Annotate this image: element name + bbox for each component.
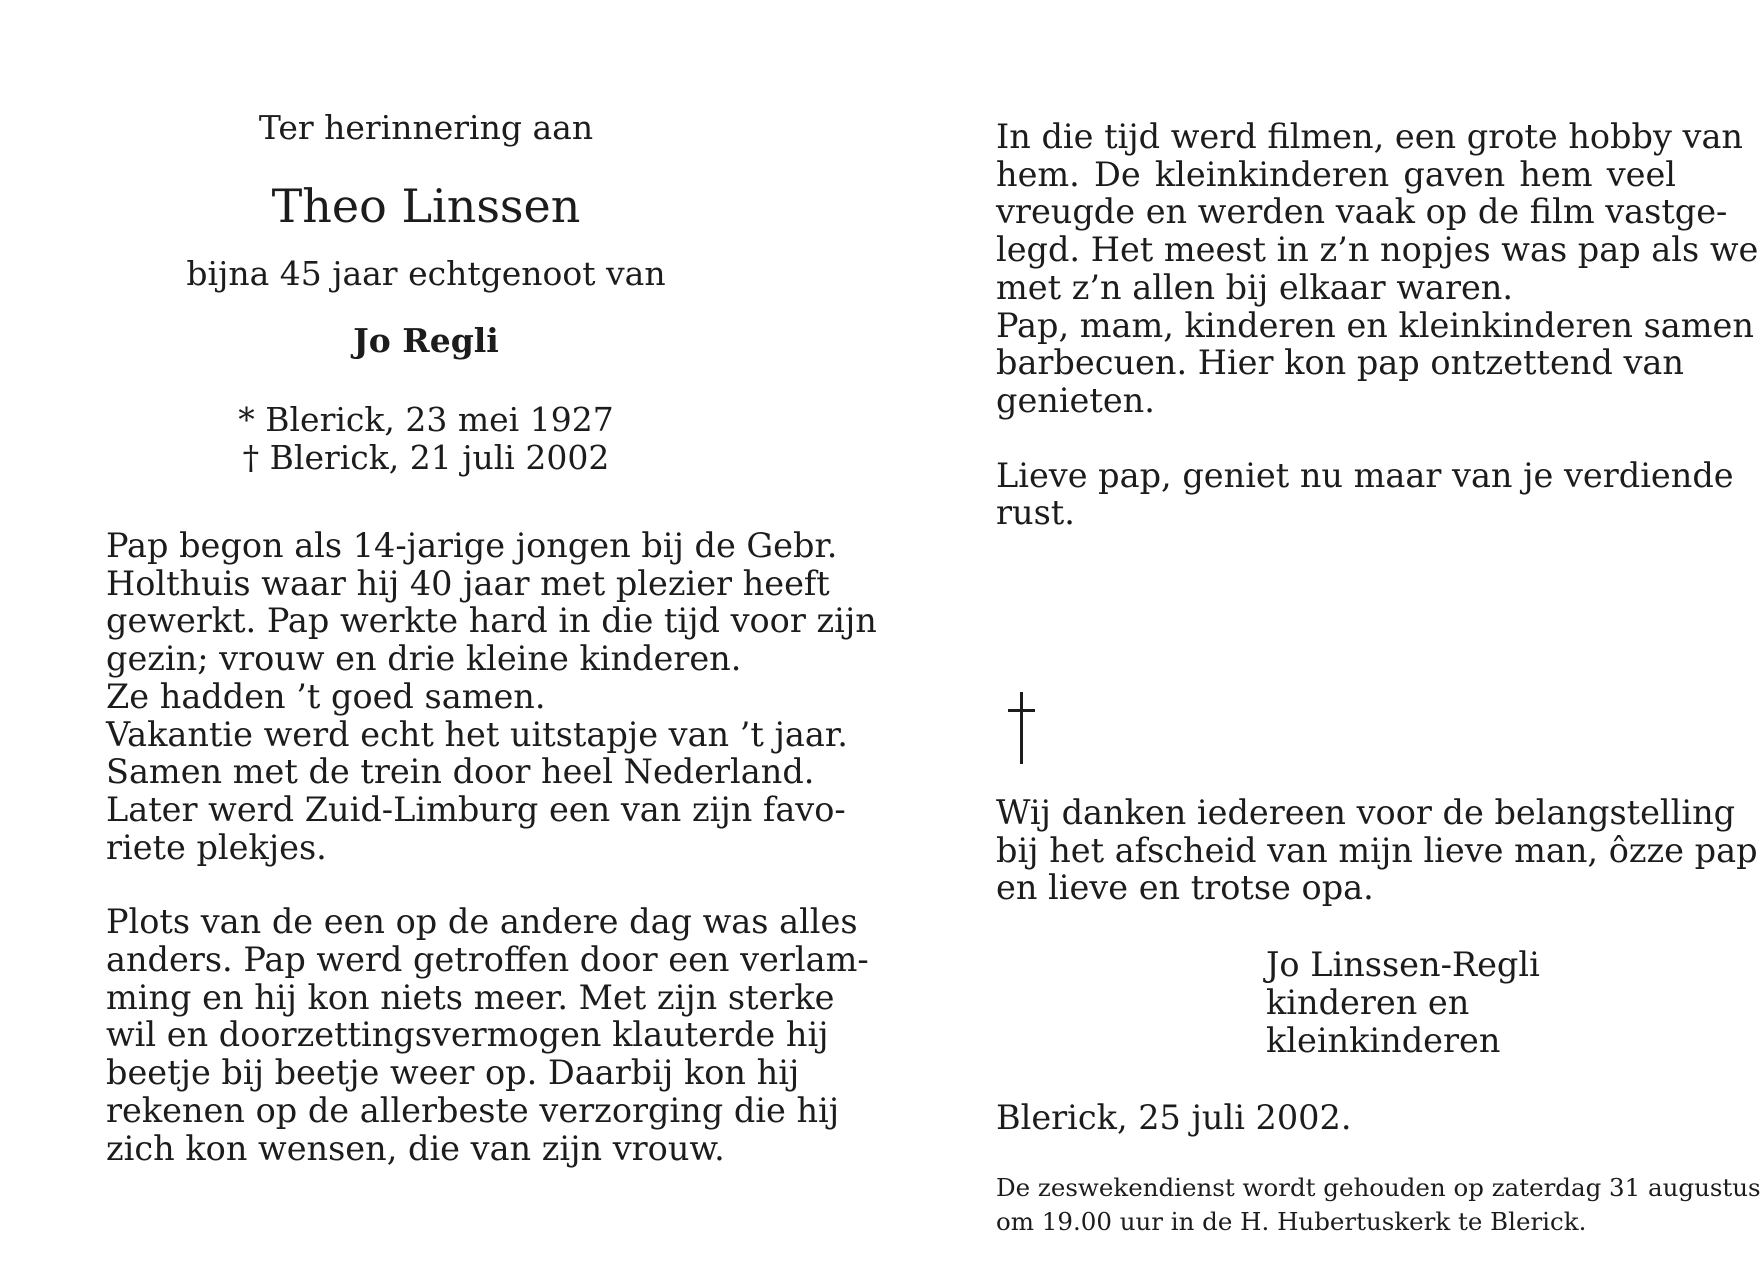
memorial-service-note bbox=[996, 1171, 1761, 1239]
place-and-date: Blerick, 25 juli 2002. bbox=[996, 1098, 1352, 1138]
text-line: Lieve pap, geniet nu maar van je verdiende bbox=[996, 455, 1734, 495]
biography-paragraph-1 bbox=[106, 526, 877, 867]
text-line: rust. bbox=[996, 493, 1075, 533]
text-line: vreugde en werden vaak op de film vastge- bbox=[996, 192, 1728, 232]
farewell-paragraph bbox=[996, 455, 1734, 533]
thanks-paragraph bbox=[996, 793, 1758, 908]
spouse-intro: bijna 45 jaar echtgenoot van bbox=[186, 254, 666, 293]
text-line: Holthuis waar hij 40 jaar met plezier heeft bbox=[106, 563, 830, 603]
text-line: rekenen op de allerbeste verzorging die hij bbox=[106, 1090, 840, 1130]
text-line: gezin; vrouw en drie kleine kinderen. bbox=[106, 639, 742, 679]
text-line: Wij danken iedereen voor de belangstelling bbox=[996, 793, 1736, 833]
service-line: om 19.00 uur in de H. Hubertuskerk te Blerick. bbox=[996, 1207, 1587, 1237]
signature-line: Jo Linssen-Regli bbox=[1266, 945, 1540, 985]
text-line: met z’n allen bij elkaar waren. bbox=[996, 267, 1514, 307]
text-line: wil en doorzettingsvermogen klauterde hij bbox=[106, 1015, 829, 1055]
text-line: Ze hadden ’t goed samen. bbox=[106, 676, 546, 716]
text-line: hem. De kleinkinderen gaven hem veel bbox=[996, 154, 1676, 194]
text-line: Vakantie werd echt het uitstapje van ’t jaar. bbox=[106, 714, 848, 754]
text-line: zich kon wensen, die van zijn vrouw. bbox=[106, 1128, 725, 1168]
life-dates bbox=[86, 401, 766, 477]
text-line: gewerkt. Pap werkte hard in die tijd voor zijn bbox=[106, 601, 877, 641]
memories-paragraph bbox=[996, 117, 1759, 420]
text-line: Samen met de trein door heel Nederland. bbox=[106, 752, 815, 792]
text-line: ming en hij kon niets meer. Met zijn sterke bbox=[106, 977, 835, 1017]
text-line: genieten. bbox=[996, 380, 1155, 420]
text-line: beetje bij beetje weer op. Daarbij kon hij bbox=[106, 1053, 800, 1093]
text-line: Later werd Zuid-Limburg een van zijn favo- bbox=[106, 789, 846, 829]
text-line: Pap, mam, kinderen en kleinkinderen samen bbox=[996, 305, 1754, 345]
text-line: Plots van de een op de andere dag was alles bbox=[106, 902, 858, 942]
text-line: In die tijd werd filmen, een grote hobby van bbox=[996, 117, 1743, 156]
text-line: barbecuen. Hier kon pap ontzettend van bbox=[996, 343, 1684, 383]
right-panel bbox=[996, 117, 1761, 1239]
death-date: † Blerick, 21 juli 2002 bbox=[242, 438, 610, 477]
text-line: legd. Het meest in z’n nopjes was pap als we bbox=[996, 230, 1759, 270]
text-line: anders. Pap werd getroffen door een verlam- bbox=[106, 940, 869, 980]
signature-block bbox=[1266, 946, 1676, 1059]
spouse-name: Jo Regli bbox=[353, 321, 499, 360]
signature-line: kinderen en kleinkinderen bbox=[1266, 982, 1501, 1060]
text-line: en lieve en trotse opa. bbox=[996, 868, 1374, 908]
deceased-name: Theo Linssen bbox=[271, 179, 581, 233]
intro-text: Ter herinnering aan bbox=[258, 108, 594, 147]
text-line: bij het afscheid van mijn lieve man, ôzze pap bbox=[996, 830, 1758, 870]
birth-date: * Blerick, 23 mei 1927 bbox=[238, 400, 614, 439]
cross-icon bbox=[1006, 692, 1036, 764]
biography-paragraph-2 bbox=[106, 902, 869, 1168]
text-line: riete plekjes. bbox=[106, 827, 327, 867]
left-panel bbox=[106, 108, 877, 1168]
service-line: De zeswekendienst wordt gehouden op zaterdag 31 augustus bbox=[996, 1173, 1761, 1203]
text-line: Pap begon als 14-jarige jongen bij de Gebr. bbox=[106, 526, 838, 565]
